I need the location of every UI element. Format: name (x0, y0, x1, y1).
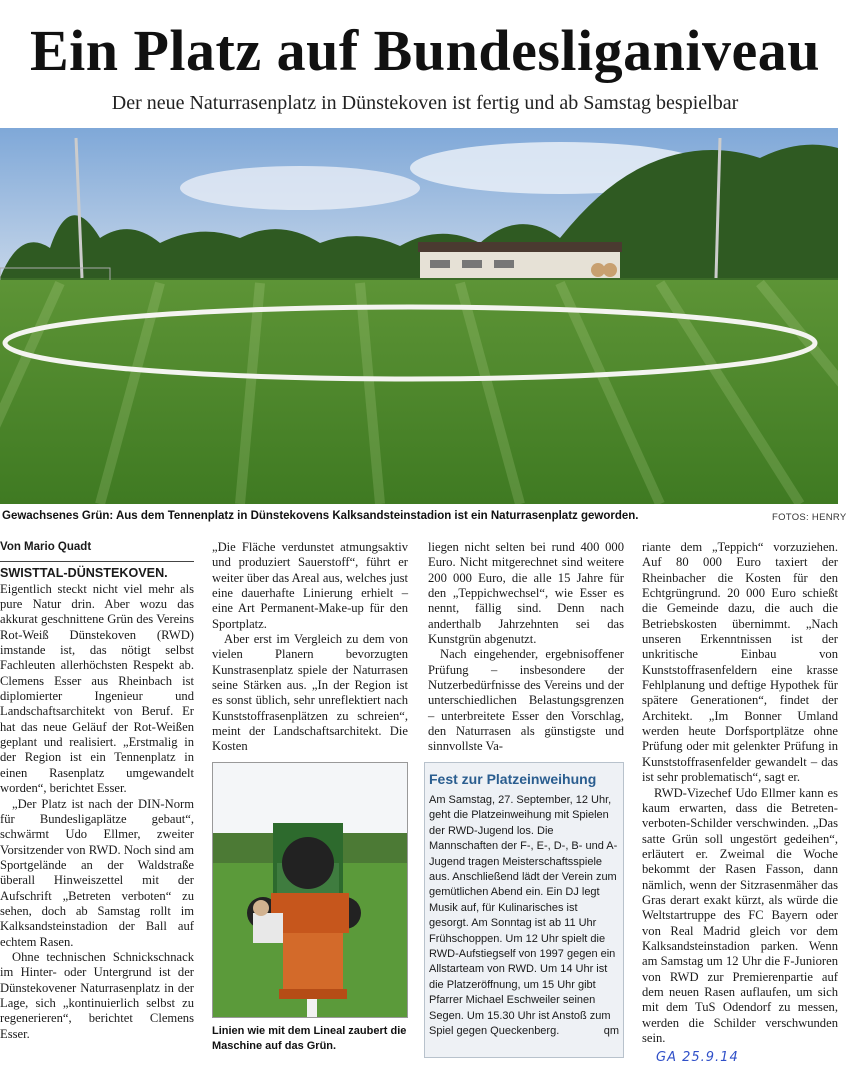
photo-credit: FOTOS: HENRY (772, 512, 847, 523)
infobox-title: Fest zur Platzeinweihung (429, 771, 597, 787)
handwritten-date-note: GA 25.9.14 (656, 1050, 739, 1065)
inset-photo-mower (212, 762, 408, 1018)
paragraph: „Der Platz ist nach der DIN-Norm für Bundesligaplätze gebaut“, schwärmt Udo Ellmer, zweiter Vorsitzender von RWD. Noch sind am Sportgelände an der Waldstraße überall Hinweiszettel mit der Aufschrift „Betreten verboten“ zu sehen, doch ab Samstag rollt im Kalksandsteinstadion der Ball auf echtem Rasen. (0, 796, 194, 949)
dateline: SWISTTAL-DÜNSTEKOVEN. (0, 566, 168, 581)
infobox-body (429, 793, 619, 1040)
paragraph (0, 566, 194, 796)
paragraph: „Die Fläche verdunstet atmungsaktiv und produziert Sauerstoff“, führt er weiter über das Areal aus, welches just eine dauerhafte Linierung erhielt – eine Art Permanent-Make-up für den Sportplatz. (212, 540, 408, 631)
article-column-1 (0, 540, 194, 1042)
main-photo-caption: Gewachsenes Grün: Aus dem Tennenplatz in Dünstekovens Kalksandsteinstadion ist ein Naturrasenplatz geworden. (2, 510, 639, 522)
inset-photo-caption: Linien wie mit dem Lineal zaubert die Maschine auf das Grün. (212, 1025, 407, 1052)
paragraph: riante dem „Teppich“ vorzuziehen. Auf 80 000 Euro taxiert der Rheinbacher die Kosten für den Echtgrüngrund. 20 000 Euro schießt die Gemeinde dazu, die auch die Betriebskosten übernimmt. „Nach unseren Erkenntnissen ist der unkritische Einbau von Kunststoffrasenfeldern eine krasse Fehlplanung und deftige Hypothek für spätere Generationen“, findet der Architekt. „Im Bonner Umland werden heute Dorfsportplätze ohne Prüfung oder mit gelenkter Prüfung in Kunststoffrasenfelder gewandelt – das ist sehr problematisch“, sagt er. (642, 540, 838, 785)
paragraph: Aber erst im Vergleich zu dem von vielen Planern bevorzugten Kunstrasenplatz spiele der Naturrasen seine Stärken aus. „In der Region ist es sonst üblich, sehr unreflektiert nach Kunststoffrasenplätzen zu schreien“, meint der Landschaftsarchitekt. Die Kosten (212, 632, 408, 754)
infobox-event (424, 762, 624, 1058)
byline: Von Mario Quadt (0, 540, 194, 562)
headline: Ein Platz auf Bundesliganiveau (29, 18, 821, 83)
article-column-4 (642, 540, 838, 1046)
subheadline: Der neue Naturrasenplatz in Dünstekoven ist fertig und ab Samstag bespielbar (111, 92, 739, 114)
main-photo-sports-field (0, 128, 838, 504)
article-column-3 (428, 540, 624, 755)
paragraph: Ohne technischen Schnickschnack im Hinter- oder Untergrund ist der Dünstekovener Naturrasenplatz in der Lage, sich „kontinuierlich selbst zu regenerieren“, berichtet Clemens Esser. (0, 949, 194, 1041)
paragraph: RWD-Vizechef Udo Ellmer kann es kaum erwarten, dass die Betreten-verboten-Schilder verschwinden. „Das satte Grün soll ungestört gedeihen“, erläutert er. Zweimal die Woche bekommt der Rasen Fasson, dann nämlich, wenn der Sitzrasenmäher das Gras derart exakt kürzt, als würde die Weltstartruppe des FC Bayern oder von Real Madrid gleich vor dem Kalksandsteinstadion parken. Wenn am Samstag um 12 Uhr die F-Junioren von RWD zur Premierenpartie auf dem neuen Rasen auflaufen, um sich mit dem TuS Odendorf zu messen, werden die Schilder verschwunden sein. (642, 785, 838, 1045)
infobox-text: Am Samstag, 27. September, 12 Uhr, geht die Platzeinweihung mit Spielen der RWD-Jugend los. Die Mannschaften der F-, E-, D-, B- und A-Jugend tragen Meisterschaftsspiele aus. Anschließend lädt der Verein zum gemütlichen Abend ein. Ein DJ legt Musik auf, für Kulinarisches ist gesorgt. Am Sonntag ist ab 11 Uhr Frühschoppen. Um 12 Uhr spielt die RWD-Aufstiegself von 1997 gegen ein Allstarteam von RWD. Um 14 Uhr ist die Platzeröffnung, um 15 Uhr gibt Pfarrer Michael Eschweiler seinen Segen. Um 15.30 Uhr ist Anstoß zum Spiel gegen Queckenberg. (429, 794, 618, 1038)
paragraph-text: Eigentlich steckt nicht viel mehr als pure Natur drin. Aber wozu das akkurat geschnittene Grün des Vereins Rot-Weiß Dünstekoven (RWD) imstande ist, das nötigt selbst Fachleuten allerhöchsten Respekt ab. Clemens Esser aus Rheinbach ist diplomierter Ingenieur und Landschaftsarchitekt von Beruf. Er hat das neue Geläuf der Rot-Weißen geplant und realisiert. „Erstmalig in der Region ist ein Tennenplatz in einen Rasenplatz umgewandelt worden“, berichtet Esser. (0, 581, 194, 796)
infobox-author: qm (603, 1025, 619, 1038)
paragraph: liegen nicht selten bei rund 400 000 Euro. Nicht mitgerechnet sind weitere 200 000 Euro, die alle 15 Jahre für den „Teppichwechsel“, wie Esser es nennt, fällig sind. Denn nach anderthalb Jahrzehnten sei das Kunstgrün abgenutzt. (428, 540, 624, 647)
paragraph: Nach eingehender, ergebnisoffener Prüfung – insbesondere der Nutzerbedürfnisse des Vereins und der unterschiedlichen Belastungsgrenzen – unterbreitete Esser den Vorschlag, den Naturrasen als günstigste und sinnvollste Va- (428, 647, 624, 754)
article-column-2 (212, 540, 408, 755)
